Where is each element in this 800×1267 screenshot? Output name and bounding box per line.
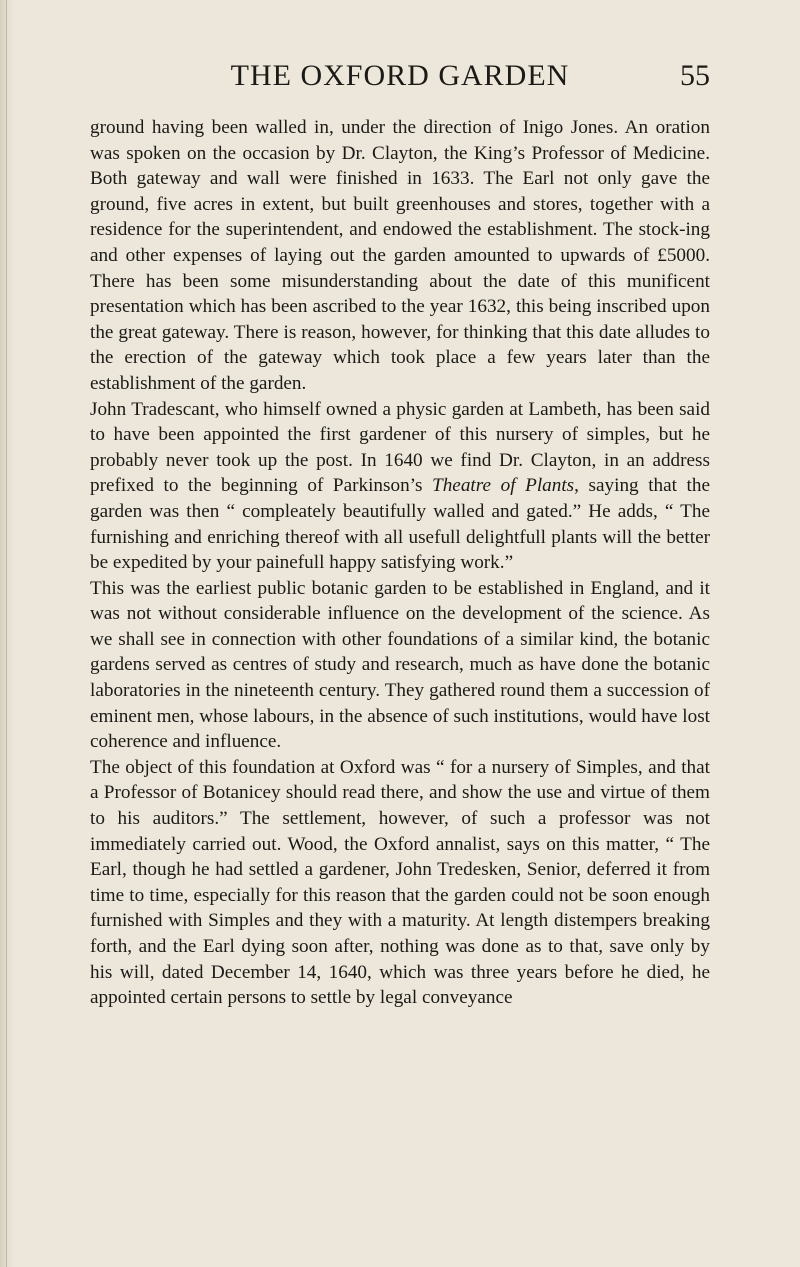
page-edge-line: [6, 0, 7, 1267]
paragraph-2-text-b: , saying that the garden was then “ compleately beautifully walled and gated.” He adds, “ The furnishing and enriching thereof with all usefull delightfull plants will the better be expedited by your painefull happy satisfying work.”: [90, 475, 711, 574]
paragraph-2-text-a: John Tradescant, who himself owned a physic garden at Lambeth, has been said to have been appointed the first gardener of this nursery of simples, but he probably never took up the post. In 1640 we find Dr. Clayton, in an address prefixed to the beginning of Parkinson’s: [90, 398, 710, 497]
book-title-italic: Theatre of Plants: [432, 475, 575, 497]
paragraph-1-text: ground having been walled in, under the direction of Inigo Jones. An oration was spoken on the occasion by Dr. Clayton, the King’s Professor of Medicine. Both gateway and wall were finished in 1633. The Earl not only gave the ground, five acres in extent, but built greenhouses and stores, together with a residence for the superintendent, and endowed the establishment. The stock-ing and other expenses of laying out the garden amounted to upwards of £5000. There has been some misunderstanding about the date of this munificent presentation which has been ascribed to the year 1632, this being inscribed upon the great gateway. There is reason, however, for thinking that this date alludes to the erection of the gateway which took place a few years later than the establishment of the garden.: [90, 117, 710, 394]
running-title: THE OXFORD GARDEN: [230, 59, 570, 92]
running-head: [90, 58, 710, 98]
paragraph-1: [90, 115, 710, 397]
paragraph-4-text: The object of this foundation at Oxford was “ for a nursery of Simples, and that a Professor of Botanicey should read there, and show the use and virtue of them to his auditors.” The settlement, however, of such a professor was not immediately carried out. Wood, the Oxford annalist, says on this matter, “ The Earl, though he had settled a gardener, John Tredesken, Senior, deferred it from time to time, especially for this reason that the garden could not be soon enough furnished with Simples and they with a maturity. At length distempers breaking forth, and the Earl dying soon after, nothing was done as to that, save only by his will, dated December 14, 1640, which was three years before he died, he appointed certain persons to settle by legal conveyance: [90, 756, 710, 1009]
paragraph-2: [90, 397, 710, 576]
paragraph-3: [90, 576, 710, 755]
body-text: [90, 115, 710, 1011]
paragraph-3-text: This was the earliest public botanic garden to be established in England, and it was not without considerable influence on the development of the science. As we shall see in connection with other foundations of a similar kind, the botanic gardens served as centres of study and research, much as have done the botanic laboratories in the nineteenth century. They gathered round them a succession of eminent men, whose labours, in the absence of such institutions, would have lost coherence and influence.: [90, 577, 710, 753]
page-gutter-shadow: [0, 0, 14, 1267]
paragraph-4: [90, 755, 710, 1011]
page-number: 55: [680, 59, 710, 92]
